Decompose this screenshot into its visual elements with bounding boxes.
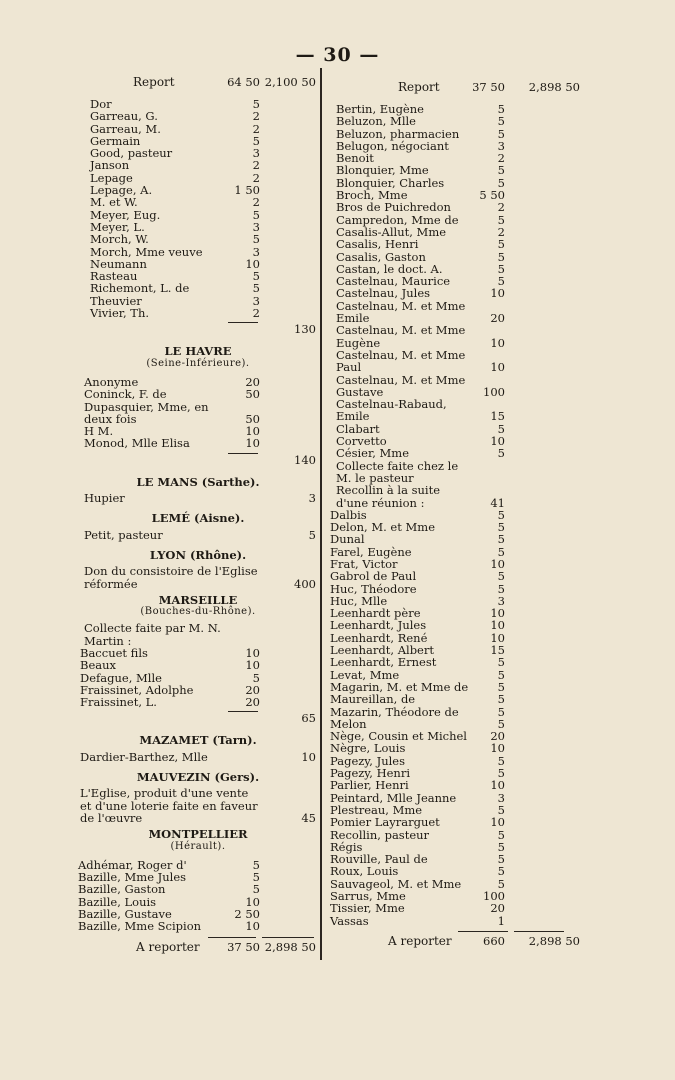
donor-name: Parlier, Henri <box>330 778 409 793</box>
donor-amount: 5 <box>497 876 505 891</box>
donor-name: Castelnau-Rabaud, Emile <box>336 397 447 424</box>
donor-amount: 2 <box>497 200 505 215</box>
list-item <box>78 282 318 294</box>
donor-amount: 3 <box>252 293 260 308</box>
donor-name: Dardier-Barthez, Mlle <box>80 749 208 764</box>
donor-list <box>330 103 580 300</box>
donor-name: Bazille, Mme Scipion <box>78 919 202 934</box>
donor-amount: 5 <box>497 655 505 670</box>
list-item <box>330 521 580 533</box>
donor-amount: 20 <box>490 311 505 326</box>
donor-amount: 10 <box>490 556 505 571</box>
list-item <box>330 706 580 718</box>
donor-amount: 2 <box>252 121 260 136</box>
donor-name: Collecte faite chez le M. le pasteur Recollin à la suite d'une réunion : <box>336 458 459 510</box>
donor-name: Tissier, Mme <box>330 901 405 916</box>
donor-name: L'Eglise, produit d'une vente et d'une loterie faite en faveur de l'œuvre <box>80 786 258 825</box>
donor-name: Plestreau, Mme <box>330 802 423 817</box>
donor-name: Theuvier <box>90 293 142 308</box>
donor-name: Bazille, Gustave <box>78 907 172 922</box>
donor-name: Recollin, pasteur <box>330 827 430 842</box>
donor-name: Morch, Mme veuve <box>90 244 203 259</box>
list-item <box>78 110 318 122</box>
list-item <box>330 287 580 299</box>
donor-name: Meyer, L. <box>90 219 145 234</box>
carry-forward-row <box>330 935 580 951</box>
donor-name: Campredon, Mme de <box>336 212 459 227</box>
donor-amount: 2 <box>252 109 260 124</box>
footer-rule <box>262 937 314 938</box>
donor-amount: 5 <box>497 581 505 596</box>
donor-name: Belugon, négociant <box>336 138 449 153</box>
donor-amount: 5 <box>497 507 505 522</box>
list-item <box>330 398 580 423</box>
list-item <box>78 159 318 171</box>
donor-amount: 100 <box>483 889 505 903</box>
list-item <box>78 233 318 245</box>
donor-name: Nègre, Louis <box>330 741 406 756</box>
donor-name: Peintard, Mlle Jeanne <box>330 790 457 805</box>
donor-amount: 5 <box>252 857 260 872</box>
donor-amount: 2 50 <box>234 907 260 922</box>
city-heading: MONTPELLIER <box>148 827 248 842</box>
donor-amount: 5 <box>497 274 505 289</box>
donor-amount: 41 <box>490 495 505 510</box>
list-item <box>330 460 580 509</box>
donor-amount: 100 <box>483 384 505 399</box>
list-item <box>78 307 318 319</box>
donor-amount: 400 <box>294 576 316 591</box>
left-column <box>78 76 318 963</box>
donor-amount: 5 <box>497 249 505 264</box>
donor-name: Leenhardt père <box>330 606 421 621</box>
donor-name: Nège, Cousin et Michel <box>330 729 467 744</box>
donor-amount: 5 <box>252 870 260 885</box>
donor-amount: 5 <box>497 114 505 129</box>
report-label: Report <box>398 80 440 94</box>
list-item <box>330 619 580 631</box>
list-item <box>78 246 318 258</box>
donor-name: Coninck, F. de <box>84 387 167 402</box>
list-item <box>78 388 318 400</box>
donor-amount: 5 <box>497 716 505 731</box>
donor-name: Delon, M. et Mme <box>330 520 435 535</box>
donor-amount: 2 <box>252 306 260 321</box>
donor-amount: 10 <box>490 815 505 830</box>
donor-name: Castelnau, M. et Mme Emile <box>336 298 466 326</box>
list-item <box>330 742 580 754</box>
donor-amount: 15 <box>490 409 505 424</box>
donor-amount: 10 <box>490 618 505 633</box>
list-item <box>330 201 580 213</box>
donor-list <box>78 376 318 401</box>
donor-list <box>78 859 318 933</box>
city-heading: MAZAMET (Tarn). <box>139 733 257 748</box>
donor-amount: 10 <box>490 778 505 793</box>
donor-amount: 5 50 <box>479 188 505 203</box>
list-item <box>330 816 580 828</box>
list-item <box>78 920 318 932</box>
donor-name: Corvetto <box>336 434 387 449</box>
donor-name: H M. <box>84 424 114 439</box>
donor-amount: 3 <box>497 790 505 805</box>
donor-list <box>330 300 580 423</box>
page-number: — 30 — <box>295 44 380 66</box>
donor-amount: 5 <box>497 446 505 461</box>
list-item <box>330 865 580 877</box>
donor-amount: 10 <box>490 360 505 375</box>
donor-amount: 10 <box>245 436 260 451</box>
donor-amount: 5 <box>252 97 260 111</box>
donor-name: Beaux <box>80 658 117 673</box>
carry-forward-row <box>78 941 318 957</box>
donor-amount: 5 <box>497 704 505 719</box>
list-item <box>330 656 580 668</box>
donor-name: Casalis-Allut, Mme <box>336 224 447 239</box>
donor-amount: 20 <box>245 695 260 710</box>
donor-name: Casalis, Gaston <box>336 249 426 264</box>
carry-forward-value-1: 660 <box>483 933 505 948</box>
list-item <box>78 883 318 895</box>
donor-name: Fraissinet, L. <box>80 695 157 710</box>
donor-amount: 3 <box>497 138 505 153</box>
donor-amount: 5 <box>497 102 505 116</box>
list-item <box>330 115 580 127</box>
list-item <box>330 238 580 250</box>
donor-amount: 20 <box>245 682 260 697</box>
donor-amount: 3 <box>252 219 260 234</box>
donor-amount: 5 <box>497 864 505 879</box>
donor-amount: 5 <box>497 520 505 535</box>
donor-name: Sauvageol, M. et Mme <box>330 876 462 891</box>
list-item <box>78 196 318 208</box>
donor-name: Garreau, M. <box>90 121 161 136</box>
donor-amount: 3 <box>497 593 505 608</box>
donor-amount: 5 <box>252 133 260 148</box>
donor-amount: 5 <box>252 882 260 897</box>
city-heading: LYON (Rhône). <box>149 547 247 562</box>
donor-amount: 5 <box>497 753 505 768</box>
city-heading: MARSEILLE <box>158 592 238 607</box>
department-heading: (Hérault). <box>170 840 226 852</box>
donor-amount: 5 <box>497 679 505 694</box>
donor-amount: 5 <box>252 207 260 222</box>
carry-forward-value-2: 2,898 50 <box>264 939 316 954</box>
donor-amount: 5 <box>497 766 505 781</box>
donor-amount: 3 <box>252 146 260 161</box>
donor-amount: 5 <box>252 269 260 284</box>
donor-name: Good, pasteur <box>90 146 173 161</box>
donor-amount: 2 <box>252 195 260 210</box>
donor-name: Dor <box>90 97 112 111</box>
report-row <box>78 76 318 92</box>
list-item <box>78 659 318 671</box>
donor-name: Castelnau, M. et Mme Eugène <box>336 323 466 350</box>
donor-name: Mazarin, Théodore de <box>330 704 459 719</box>
list-item <box>330 300 580 325</box>
donor-list <box>330 423 580 460</box>
list-item <box>78 565 318 590</box>
column-divider <box>320 68 322 960</box>
donor-name: Fraissinet, Adolphe <box>80 682 194 697</box>
donor-name: Vivier, Th. <box>90 306 150 321</box>
list-item <box>330 374 580 399</box>
donor-name: Richemont, L. de <box>90 281 190 296</box>
list-item <box>330 349 580 374</box>
donor-name: Dunal <box>330 532 365 547</box>
donor-name: Maureillan, de <box>330 692 416 707</box>
donor-name: Defague, Mlle <box>80 670 162 685</box>
city-heading: LE MANS (Sarthe). <box>136 474 260 489</box>
report-row <box>330 81 580 97</box>
donor-amount: 1 <box>497 913 505 928</box>
donor-amount: 10 <box>490 434 505 449</box>
donor-amount: 5 <box>497 839 505 854</box>
right-column <box>330 76 580 957</box>
donor-name: Farel, Eugène <box>330 544 412 559</box>
donor-amount: 10 <box>245 256 260 271</box>
subtotal-value: 140 <box>294 452 316 467</box>
donor-amount: 5 <box>497 569 505 584</box>
subtotal-row <box>78 708 318 726</box>
list-item <box>330 324 580 349</box>
report-label: Report <box>133 75 175 89</box>
donor-amount: 5 <box>497 237 505 252</box>
donor-list <box>78 425 318 450</box>
subtotal-rule <box>228 711 258 712</box>
donor-name: Blonquier, Mme <box>336 163 429 178</box>
list-item <box>330 164 580 176</box>
city-heading: LE HAVRE <box>164 344 232 359</box>
donor-name: Castelnau, Jules <box>336 286 431 301</box>
donor-list <box>78 98 318 319</box>
donor-amount: 10 <box>245 645 260 660</box>
subtotal-row <box>78 319 318 337</box>
donor-amount: 5 <box>497 212 505 227</box>
donor-name: Sarrus, Mme <box>330 889 406 903</box>
donor-amount: 50 <box>245 411 260 426</box>
list-item <box>330 915 580 927</box>
list-item <box>330 447 580 459</box>
donor-amount: 3 <box>308 491 316 506</box>
donor-name: Anonyme <box>84 374 139 389</box>
carry-forward-label: A reporter <box>388 933 452 948</box>
donor-amount: 5 <box>497 163 505 178</box>
donor-amount: 20 <box>490 729 505 744</box>
donor-name: Dalbis <box>330 507 367 522</box>
donor-amount: 10 <box>245 894 260 909</box>
donor-amount: 2 <box>252 170 260 185</box>
donor-name: Levat, Mme <box>330 667 400 682</box>
report-value-2: 2,100 50 <box>264 75 316 89</box>
donor-name: Garreau, G. <box>90 109 158 124</box>
city-heading: MAUVEZIN (Gers). <box>136 770 260 785</box>
donor-name: Janson <box>90 158 130 173</box>
donor-name: Gabrol de Paul <box>330 569 417 584</box>
donor-amount: 1 50 <box>234 183 260 198</box>
donor-name: Petit, pasteur <box>84 527 163 542</box>
donor-name: Lepage, A. <box>90 183 153 198</box>
donor-name: Bazille, Louis <box>78 894 157 909</box>
donor-name: Morch, W. <box>90 232 149 247</box>
donor-name: Beluzon, pharmacien <box>336 126 460 141</box>
donor-name: Rouville, Paul de <box>330 852 428 867</box>
donor-amount: 20 <box>490 901 505 916</box>
donor-name: Lepage <box>90 170 133 185</box>
donor-amount: 10 <box>490 741 505 756</box>
donor-name: Bertin, Eugène <box>336 102 424 116</box>
donor-name: Castelnau, Maurice <box>336 274 451 289</box>
donor-amount: 2 <box>252 158 260 173</box>
donor-name: Pomier Layrarguet <box>330 815 440 830</box>
donor-amount: 10 <box>490 286 505 301</box>
donor-name: Baccuet fils <box>80 645 148 660</box>
donor-amount: 15 <box>490 643 505 658</box>
donor-name: Césier, Mme <box>336 446 410 461</box>
donor-name: Leenhardt, Albert <box>330 643 434 658</box>
donor-amount: 5 <box>497 261 505 276</box>
donor-list <box>330 509 580 927</box>
donor-name: Roux, Louis <box>330 864 399 879</box>
donor-name: Castelnau, M. et Mme Paul <box>336 347 466 375</box>
donor-amount: 5 <box>252 281 260 296</box>
footer-rule <box>458 931 508 932</box>
city-heading: LEMÉ (Aisne). <box>151 511 245 526</box>
donor-name: Blonquier, Charles <box>336 175 445 190</box>
report-value-1: 37 50 <box>472 80 505 94</box>
donor-name: Bazille, Gaston <box>78 882 166 897</box>
donor-amount: 2 <box>497 151 505 166</box>
donor-name: Huc, Théodore <box>330 581 417 596</box>
donor-amount: 5 <box>497 667 505 682</box>
list-item <box>330 902 580 914</box>
donor-list <box>78 647 318 708</box>
donor-amount: 20 <box>245 374 260 389</box>
subtotal-rule <box>228 453 258 454</box>
donor-name: Régis <box>330 839 363 854</box>
list-item <box>78 696 318 708</box>
donor-name: Magarin, M. et Mme de <box>330 679 469 694</box>
list-item <box>330 251 580 263</box>
list-item <box>330 533 580 545</box>
donor-amount: 3 <box>252 244 260 259</box>
donor-name: Adhémar, Roger d' <box>78 857 187 872</box>
carry-forward-label: A reporter <box>136 939 200 954</box>
footer-rule <box>208 937 256 938</box>
donor-name: Frat, Victor <box>330 556 398 571</box>
donor-amount: 5 <box>308 527 316 542</box>
donor-name: Melon <box>330 716 367 731</box>
donor-name: Hupier <box>84 491 125 506</box>
collection-intro: Collecte faite par M. N. Martin : <box>84 621 221 648</box>
footer-rule <box>514 931 564 932</box>
list-item <box>330 829 580 841</box>
donor-amount: 10 <box>490 606 505 621</box>
donor-amount: 45 <box>301 810 316 825</box>
list-item <box>330 779 580 791</box>
carry-forward-value-2: 2,898 50 <box>528 933 580 948</box>
list-item <box>78 401 318 426</box>
report-value-1: 64 50 <box>227 75 260 89</box>
subtotal-value: 130 <box>294 322 316 337</box>
donor-name: Germain <box>90 133 141 148</box>
donor-amount: 5 <box>497 692 505 707</box>
donor-amount: 50 <box>245 387 260 402</box>
donor-name: M. et W. <box>90 195 138 210</box>
donor-amount: 2 <box>497 224 505 239</box>
donor-amount: 5 <box>497 421 505 436</box>
donor-name: Meyer, Eug. <box>90 207 161 222</box>
donor-name: Leenhardt, Jules <box>330 618 427 633</box>
donor-amount: 5 <box>497 827 505 842</box>
list-item <box>78 751 318 763</box>
donor-amount: 5 <box>497 532 505 547</box>
list-item <box>330 693 580 705</box>
donor-amount: 5 <box>497 175 505 190</box>
department-heading: (Seine-Inférieure). <box>146 357 250 369</box>
donor-amount: 5 <box>497 544 505 559</box>
donor-name: Castan, le doct. A. <box>336 261 443 276</box>
donor-amount: 5 <box>497 126 505 141</box>
donor-amount: 10 <box>245 658 260 673</box>
donor-name: Bros de Puichredon <box>336 200 451 215</box>
donor-name: Leenhardt, René <box>330 630 428 645</box>
donor-name: Clabart <box>336 421 380 436</box>
donor-name: Pagezy, Henri <box>330 766 411 781</box>
donor-amount: 5 <box>252 232 260 247</box>
donor-name: Neumann <box>90 256 147 271</box>
report-value-2: 2,898 50 <box>528 80 580 94</box>
donor-name: Castelnau, M. et Mme Gustave <box>336 372 466 399</box>
donor-amount: 10 <box>245 919 260 934</box>
donor-name: Dupasquier, Mme, en deux fois <box>84 399 209 426</box>
subtotal-row <box>78 450 318 468</box>
department-heading: (Bouches-du-Rhône). <box>140 606 256 618</box>
subtotal-value: 65 <box>301 711 316 726</box>
donor-amount: 10 <box>490 335 505 350</box>
donor-amount: 10 <box>245 424 260 439</box>
donor-name: Leenhardt, Ernest <box>330 655 437 670</box>
donor-amount: 10 <box>490 630 505 645</box>
donor-amount: 10 <box>301 749 316 764</box>
donor-name: Huc, Mlle <box>330 593 388 608</box>
list-item <box>78 529 318 541</box>
carry-forward-value-1: 37 50 <box>227 939 260 954</box>
donor-name: Monod, Mlle Elisa <box>84 436 190 451</box>
donor-name: Bazille, Mme Jules <box>78 870 187 885</box>
donor-name: Don du consistoire de l'Eglise réformée <box>84 564 258 591</box>
donor-name: Broch, Mme <box>336 188 408 203</box>
subtotal-rule <box>228 322 258 323</box>
donor-name: Pagezy, Jules <box>330 753 405 768</box>
donor-amount: 5 <box>497 852 505 867</box>
donor-name: Vassas <box>330 913 369 928</box>
donor-name: Casalis, Henri <box>336 237 419 252</box>
donor-name: Beluzon, Mlle <box>336 114 416 129</box>
donor-name: Benoit <box>336 151 374 166</box>
list-item <box>78 787 318 824</box>
list-item <box>330 570 580 582</box>
donor-amount: 5 <box>497 802 505 817</box>
donor-amount: 5 <box>252 670 260 685</box>
list-item <box>78 492 318 504</box>
donor-name: Rasteau <box>90 269 138 284</box>
list-item <box>78 437 318 449</box>
